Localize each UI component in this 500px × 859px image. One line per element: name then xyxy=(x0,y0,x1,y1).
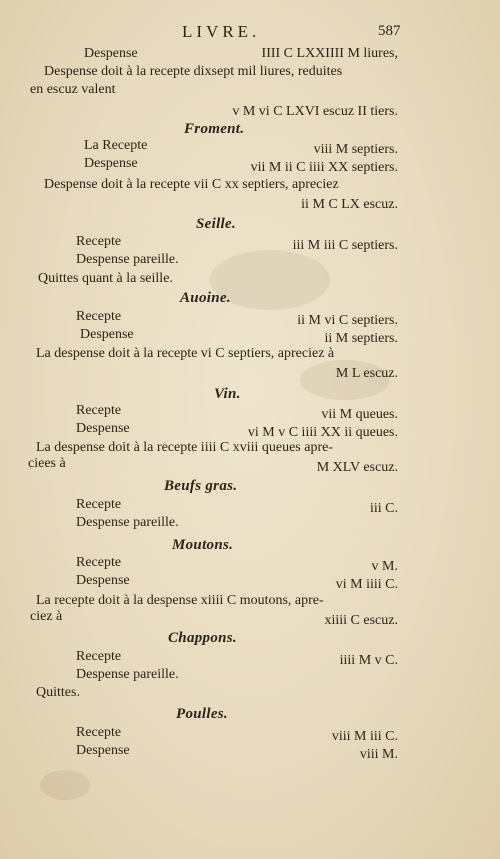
text-line-right: v M. xyxy=(371,559,398,574)
text-line-right: iii C. xyxy=(369,501,398,516)
text-line-right: viii M. xyxy=(359,747,398,762)
text-line-right: ii M C LX escuz. xyxy=(301,197,398,212)
text-line-right: IIII C LXXIIII M liures, xyxy=(261,46,398,61)
text-line: La despense doit à la recepte vi C septiers, apreciez à xyxy=(36,346,335,361)
text-line-left: Despense xyxy=(84,46,138,61)
text-line-left: Despense xyxy=(80,327,134,342)
text-line: Despense doit à la recepte dixsept mil liures, reduites xyxy=(44,64,343,79)
text-line-right: vii M queues. xyxy=(321,407,398,422)
section-heading: Vin. xyxy=(214,386,241,402)
section-heading: Chappons. xyxy=(168,630,237,646)
text-line-left: ciez à xyxy=(30,609,63,624)
text-line-left: Recepte xyxy=(76,555,122,570)
text-line-left: La Recepte xyxy=(84,138,148,153)
text-line: La despense doit à la recepte iiii C xviii queues apre- xyxy=(36,440,334,455)
text-line-left: Despense xyxy=(76,421,130,436)
text-line-left: Recepte xyxy=(76,649,122,664)
text-line-right: viii M septiers. xyxy=(313,142,398,157)
text-line-right: M L escuz. xyxy=(335,366,398,381)
text-line-right: xiiii C escuz. xyxy=(324,613,398,628)
section-heading: Poulles. xyxy=(176,706,228,722)
text-line-left: Recepte xyxy=(76,234,122,249)
section-heading: Beufs gras. xyxy=(164,478,238,494)
section-heading: Auoine. xyxy=(180,290,231,306)
text-line-left: Recepte xyxy=(76,497,122,512)
text-line-left: ciees à xyxy=(28,456,66,471)
text-line-left: Recepte xyxy=(76,309,122,324)
text-line-left: Recepte xyxy=(76,403,122,418)
text-line-right: M XLV escuz. xyxy=(316,460,398,475)
text-line: Quittes quant à la seille. xyxy=(38,271,173,286)
text-line-right: v M vi C LXVI escuz II tiers. xyxy=(232,104,398,119)
text-line-right: iiii M v C. xyxy=(339,653,398,668)
text-line-right: viii M iii C. xyxy=(331,729,398,744)
text-line-right: ii M vi C septiers. xyxy=(297,313,398,328)
text-line-right: iii M iii C septiers. xyxy=(292,238,398,253)
text-line: Despense pareille. xyxy=(76,667,179,682)
text-line: Despense pareille. xyxy=(76,515,179,530)
page-number: 587 xyxy=(378,23,401,39)
text-line: en escuz valent xyxy=(30,82,116,97)
text-line: Quittes. xyxy=(36,685,80,700)
text-line-left: Recepte xyxy=(76,725,122,740)
text-line-right: ii M septiers. xyxy=(324,331,398,346)
text-line-left: Despense xyxy=(84,156,138,171)
page-stain xyxy=(40,770,90,800)
text-line-left: Despense xyxy=(76,743,130,758)
section-heading: Seille. xyxy=(196,216,237,232)
text-line-right: vi M v C iiii XX ii queues. xyxy=(247,425,398,440)
text-line: Despense doit à la recepte vii C xx septiers, apreciez xyxy=(44,177,339,192)
text-line-left: Despense xyxy=(76,573,130,588)
text-line-right: vi M iiii C. xyxy=(335,577,398,592)
text-line: La recepte doit à la despense xiiii C moutons, apre- xyxy=(36,593,324,608)
text-line: Despense pareille. xyxy=(76,252,179,267)
section-heading: Froment. xyxy=(184,121,245,137)
text-line-right: vii M ii C iiii XX septiers. xyxy=(250,160,398,175)
running-head: LIVRE. xyxy=(182,22,261,41)
section-heading: Moutons. xyxy=(172,537,234,553)
